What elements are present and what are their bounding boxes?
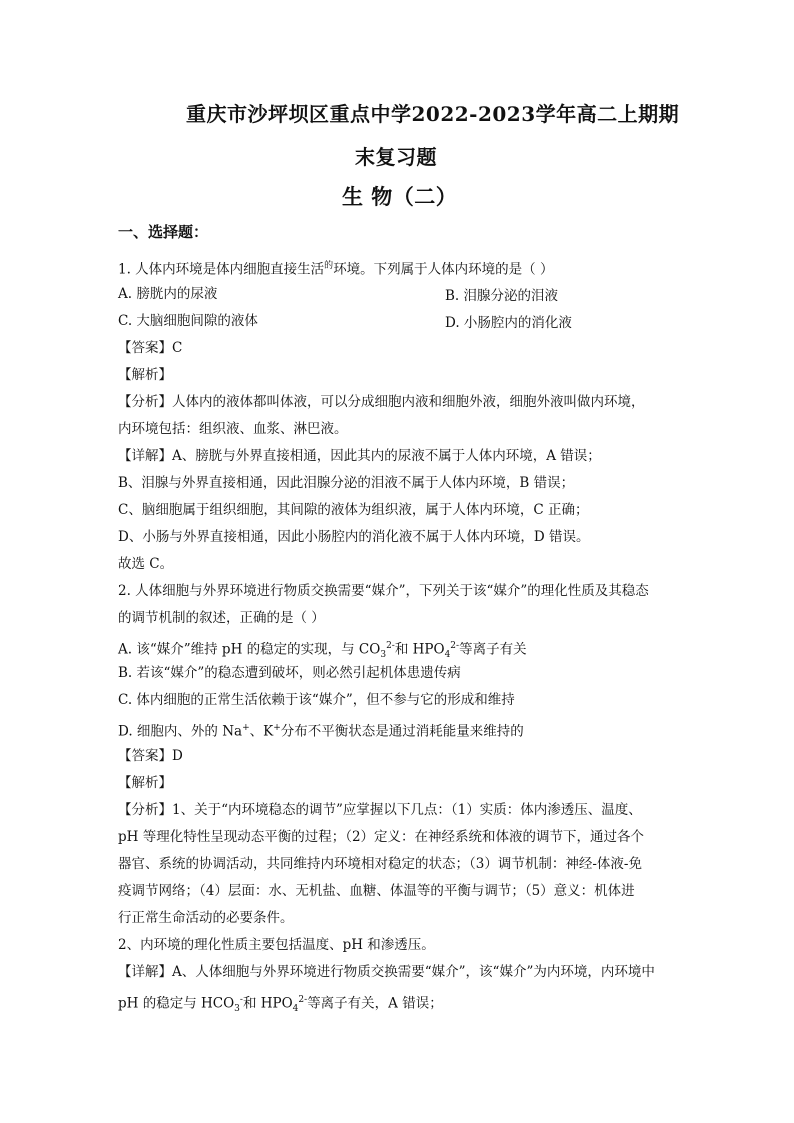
q2-analysis-5: 行正常生命活动的必要条件。 [118,910,294,926]
q2-option-d-text-2: 、K [249,723,274,740]
title-line-2: 末复习题 [355,145,437,169]
q1-stem-text: 1. 人体内环境是体内细胞直接生活 [118,261,325,278]
q2-stem-2: 的调节机制的叙述，正确的是（ ） [118,610,325,626]
q2-stem-1: 2. 人体细胞与外界环境进行物质交换需要“媒介”，下列关于该“媒介”的理化性质及其稳态 [118,583,649,599]
q1-analysis-1: 【分析】人体内的液体都叫体液，可以分成细胞内液和细胞外液，细胞外液叫做内环境， [118,394,645,410]
q2-analysis-1: 【分析】1、关于“内环境稳态的调节”应掌握以下几点：（1）实质：体内渗透压、温度、 [118,802,642,818]
section-heading: 一、选择题： [118,223,209,241]
q2-answer: 【答案】D [118,748,183,764]
q2-analysis-label: 【解析】 [118,775,172,791]
q2-option-a-sub1: 3 [380,650,387,661]
q1-analysis-label: 【解析】 [118,367,172,383]
q1-stem [118,256,553,280]
q2-detail-2-sup2: 2- [298,995,308,1005]
q2-option-a-sub2: 4 [444,650,451,661]
q2-detail-2-sup1: - [239,995,243,1005]
q1-option-d: D. 小肠腔内的消化液 [445,315,572,331]
q2-option-a [118,636,527,665]
q1-detail-4: D、小肠与外界直接相通，因此小肠腔内的消化液不属于人体内环境，D 错误。 [118,529,590,545]
q1-choice: 故选 C。 [118,556,174,572]
q1-option-a: A. 膀胱内的尿液 [118,286,218,302]
q2-detail-2-text: pH 的稳定与 HCO [118,995,235,1012]
q2-option-d-text-3: 分布不平衡状态是通过消耗能量来维持的 [280,723,524,740]
q1-stem-text-2: 环境。下列属于人体内环境的是（ ） [333,261,554,278]
q1-analysis-2: 内环境包括：组织液、血浆、淋巴液。 [118,421,348,437]
q1-option-b: B. 泪腺分泌的泪液 [445,288,559,304]
q2-detail-2-sub2: 4 [292,1004,299,1015]
q2-analysis-6: 2、内环境的理化性质主要包括温度、pH 和渗透压。 [118,937,435,953]
q2-option-a-text-3: 等离子有关 [459,641,527,658]
q2-detail-2 [118,990,443,1019]
q2-detail-2-text-2: 和 HPO [242,995,293,1012]
q2-option-a-sup2: 2- [450,641,460,651]
q2-detail-2-text-3: 等离子有关，A 错误； [307,995,443,1012]
q1-detail-3: C、脑细胞属于组织细胞，其间隙的液体为组织液，属于人体内环境，C 正确； [118,502,589,518]
q2-option-d-sup2: + [273,723,281,733]
q2-option-a-sup1: 2- [386,641,395,651]
q1-detail-2: B、泪腺与外界直接相通，因此泪腺分泌的泪液不属于人体内环境，B 错误； [118,475,575,491]
q2-option-d [118,718,524,742]
q2-option-a-text: A. 该“媒介”维持 pH 的稳定的实现，与 CO [118,641,381,658]
q2-option-a-text-2: 和 HPO [394,641,445,658]
q2-detail-2-sub1: 3 [234,1004,240,1015]
q1-option-c: C. 大脑细胞间隙的液体 [118,313,258,329]
q1-detail-1: 【详解】A、膀胱与外界直接相通，因此其内的尿液不属于人体内环境，A 错误； [118,448,601,464]
q1-answer: 【答案】C [118,340,183,356]
q2-option-d-sup1: + [242,723,250,733]
q2-analysis-2: pH 等理化特性呈现动态平衡的过程；（2）定义：在神经系统和体液的调节下，通过各个 [118,829,645,845]
q2-detail-1: 【详解】A、人体细胞与外界环境进行物质交换需要“媒介”，该“媒介”为内环境，内环境中 [118,964,655,980]
q2-analysis-4: 疫调节网络；（4）层面：水、无机盐、血糖、体温等的平衡与调节；（5）意义：机体进 [118,883,635,899]
q2-analysis-3: 器官、系统的协调活动，共同维持内环境相对稳定的状态；（3）调节机制：神经-体液-免 [118,856,642,872]
q1-stem-sup: 的 [324,261,334,271]
subject-title: 生 物（二） [342,184,458,209]
q2-option-d-text: D. 细胞内、外的 Na [118,723,243,740]
q2-option-c: C. 体内细胞的正常生活依赖于该“媒介”，但不参与它的形成和维持 [118,692,515,708]
title-line-1: 重庆市沙坪坝区重点中学2022-2023学年高二上期期 [186,102,680,126]
q2-option-b: B. 若该“媒介”的稳态遭到破坏，则必然引起机体患遗传病 [118,665,461,681]
